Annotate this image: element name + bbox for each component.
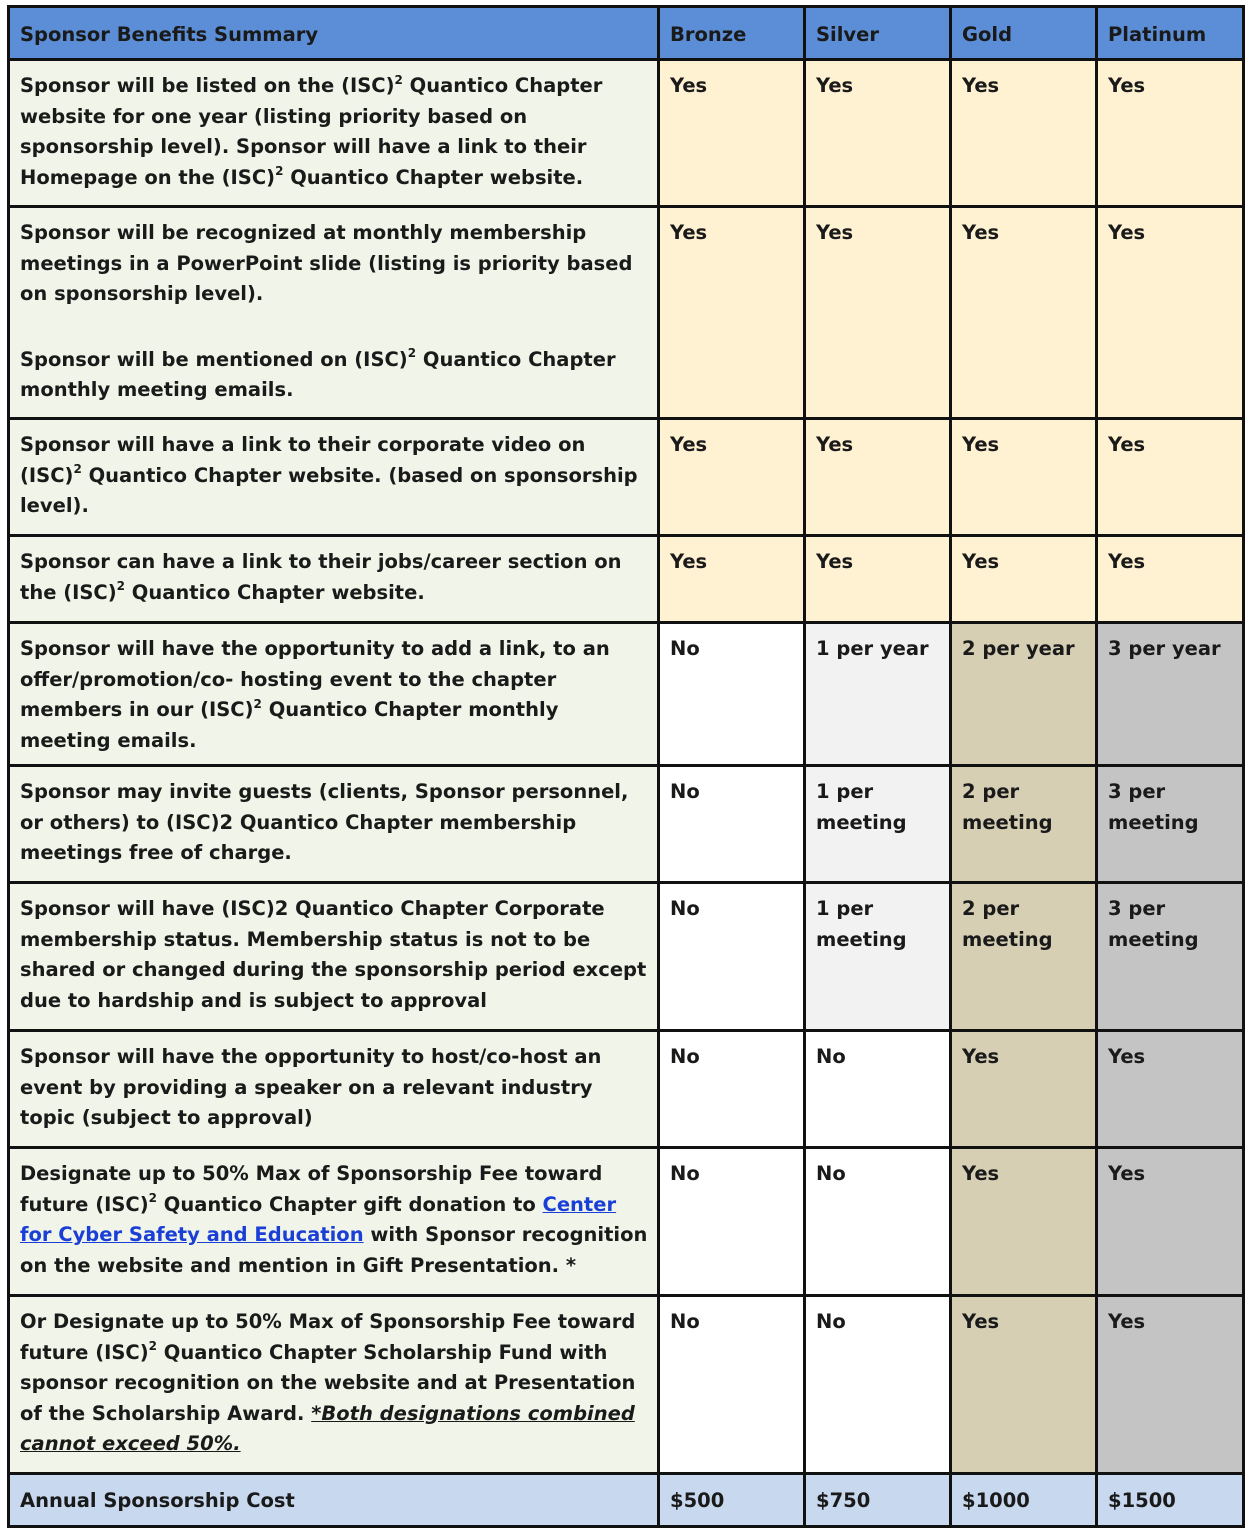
benefit-description [9,623,659,766]
bronze-value: Yes [659,60,805,207]
superscript: 2 [148,1191,157,1205]
gold-value: 2 per meeting [951,766,1097,883]
platinum-value: Yes [1097,1148,1244,1296]
silver-cost: $750 [805,1474,951,1527]
bronze-value: No [659,766,805,883]
benefit-description [9,60,659,207]
bronze-value: Yes [659,419,805,536]
benefit-text: Quantico Chapter website. [125,580,425,604]
benefit-description: Sponsor will have (ISC)2 Quantico Chapter Corporate membership status. Membership status is not to be shared or changed during the sponsorship period except due to hardship and is subject to approval [9,883,659,1031]
benefit-text: Quantico Chapter website for one year (listing priority based on sponsorship level). Sponsor will have a link to their Homepage on the (ISC) [20,74,603,189]
gold-value: Yes [951,1148,1097,1296]
table-row [9,207,1244,419]
benefit-text-2 [20,345,648,406]
platinum-value: Yes [1097,1031,1244,1148]
benefit-description: Sponsor may invite guests (clients, Sponsor personnel, or others) to (ISC)2 Quantico Chapter membership meetings free of charge. [9,766,659,883]
benefit-text: Sponsor will have a link to their corporate video on (ISC) [20,433,586,487]
gold-value: Yes [951,419,1097,536]
gold-value: Yes [951,536,1097,623]
table-row [9,766,1244,883]
silver-value: Yes [805,207,951,419]
bronze-value: No [659,1031,805,1148]
benefit-description [9,536,659,623]
bronze-value: No [659,1148,805,1296]
benefit-text: with Sponsor recognition on the website and mention in Gift Presentation. * [20,1223,648,1277]
silver-value: No [805,1296,951,1474]
platinum-value: Yes [1097,207,1244,419]
silver-value: Yes [805,60,951,207]
silver-value: 1 per meeting [805,883,951,1031]
superscript: 2 [253,696,262,711]
superscript: 2 [407,346,417,360]
table-row [9,1148,1244,1296]
table-row [9,60,1244,207]
platinum-value: Yes [1097,60,1244,207]
table-row [9,536,1244,623]
superscript: 2 [394,72,403,87]
benefit-text: Quantico Chapter website. [283,165,584,189]
benefit-text: Sponsor will be recognized at monthly membership meetings in a PowerPoint slide (listing is priority based on sponsorship level). [20,221,633,305]
benefit-text: Designate up to 50% Max of Sponsorship Fee toward future (ISC) [20,1162,603,1216]
table-row [9,623,1244,766]
benefit-text: Sponsor will have the opportunity to add a link, to an offer/promotion/co- hosting event to the chapter members in our (ISC) [20,637,610,721]
bronze-cost: $500 [659,1474,805,1527]
platinum-value: 3 per meeting [1097,883,1244,1031]
superscript: 2 [148,1339,157,1353]
benefit-text: Sponsor can have a link to their jobs/career section on the (ISC) [20,550,622,604]
silver-value: No [805,1031,951,1148]
tier-header-silver: Silver [805,7,951,60]
benefit-description: Sponsor will have the opportunity to host/co-host an event by providing a speaker on a relevant industry topic (subject to approval) [9,1031,659,1148]
table-row [9,1296,1244,1474]
platinum-value: 3 per year [1097,623,1244,766]
cost-label: Annual Sponsorship Cost [9,1474,659,1527]
gold-value: 2 per meeting [951,883,1097,1031]
benefit-text: Quantico Chapter gift donation to [157,1192,543,1216]
gold-value: Yes [951,207,1097,419]
benefit-text: Quantico Chapter website. (based on sponsorship level). [20,463,638,517]
platinum-value: 3 per meeting [1097,766,1244,883]
benefit-text: Sponsor will be listed on the (ISC) [20,74,395,97]
platinum-cost: $1500 [1097,1474,1244,1527]
silver-value: No [805,1148,951,1296]
bronze-value: Yes [659,536,805,623]
superscript: 2 [73,462,82,476]
header-row [9,7,1244,60]
table-title: Sponsor Benefits Summary [9,7,659,60]
table-row [9,1031,1244,1148]
silver-value: Yes [805,419,951,536]
tier-header-gold: Gold [951,7,1097,60]
benefit-description [9,1296,659,1474]
benefit-text: Quantico Chapter Scholarship Fund with sponsor recognition on the website and at Presentation of the Scholarship Award. [20,1340,636,1425]
benefit-description [9,1148,659,1296]
table-row [9,883,1244,1031]
gold-value: Yes [951,60,1097,207]
bronze-value: No [659,883,805,1031]
table-row [9,419,1244,536]
benefit-text: Quantico Chapter monthly meeting emails. [20,347,616,401]
tier-header-bronze: Bronze [659,7,805,60]
benefit-description [9,207,659,419]
combined-designation-note: *Both designations combined cannot exceed 50%. [20,1401,635,1455]
superscript: 2 [116,579,126,593]
platinum-value: Yes [1097,536,1244,623]
platinum-value: Yes [1097,419,1244,536]
sponsor-benefits-table [7,5,1245,1528]
paragraph-spacer [20,310,648,345]
benefit-text: Quantico Chapter monthly meeting emails. [20,698,559,752]
platinum-value: Yes [1097,1296,1244,1474]
silver-value: 1 per meeting [805,766,951,883]
tier-header-platinum: Platinum [1097,7,1244,60]
benefit-text: Sponsor will be mentioned on (ISC) [20,347,408,371]
bronze-value: No [659,1296,805,1474]
silver-value: 1 per year [805,623,951,766]
gold-cost: $1000 [951,1474,1097,1527]
gold-value: Yes [951,1031,1097,1148]
silver-value: Yes [805,536,951,623]
gold-value: 2 per year [951,623,1097,766]
center-for-cyber-safety-link[interactable]: Center for Cyber Safety and Education [20,1192,617,1246]
bronze-value: No [659,623,805,766]
benefit-text: Or Designate up to 50% Max of Sponsorship Fee toward future (ISC) [20,1310,636,1364]
superscript: 2 [275,164,284,178]
benefit-description [9,419,659,536]
cost-row [9,1474,1244,1527]
gold-value: Yes [951,1296,1097,1474]
bronze-value: Yes [659,207,805,419]
